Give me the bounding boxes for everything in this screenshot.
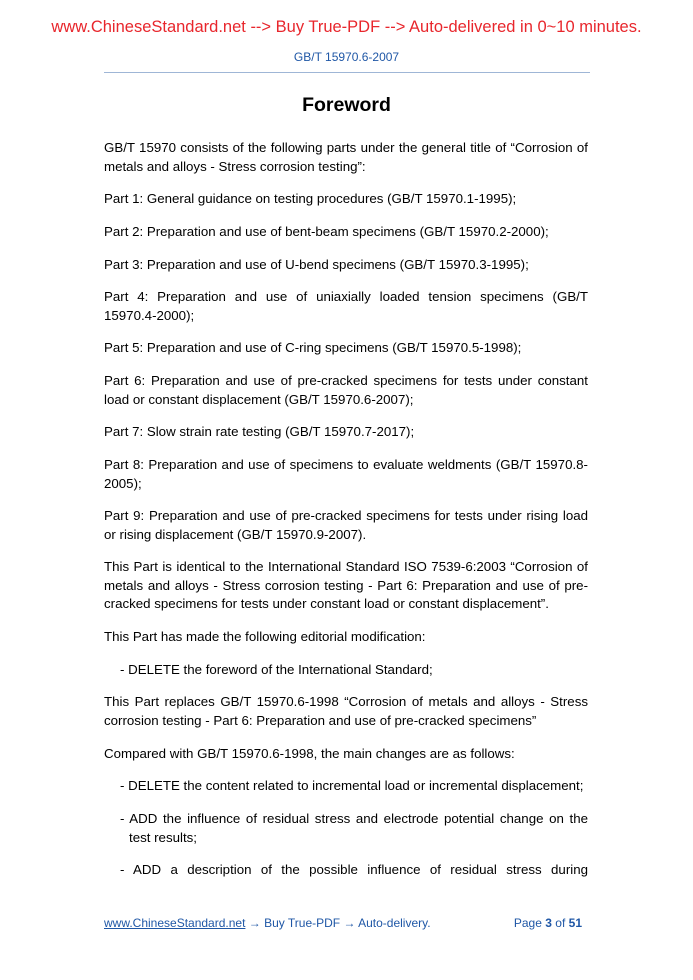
part-list-item: Part 4: Preparation and use of uniaxially loaded tension specimens (GB/T 15970.4-2000);: [104, 289, 588, 323]
modification-intro: This Part has made the following editorial modification:: [104, 629, 426, 645]
part-list-item: Part 9: Preparation and use of pre-cracked specimens for tests under rising load or rising displacement (GB/T 15970.9-2007).: [104, 508, 588, 542]
change-item: - ADD a description of the possible influence of residual stress during: [120, 862, 588, 878]
part-list-item: Part 8: Preparation and use of specimens to evaluate weldments (GB/T 15970.8-2005);: [104, 457, 588, 491]
header-divider: [104, 72, 590, 73]
footer-text: → Buy True-PDF → Auto-delivery.: [245, 916, 431, 930]
of-label: of: [555, 916, 566, 930]
foreword-body: [104, 139, 588, 894]
page-footer: [104, 916, 582, 930]
part-list-item: Part 2: Preparation and use of bent-beam specimens (GB/T 15970.2-2000);: [104, 223, 549, 239]
top-banner[interactable]: www.ChineseStandard.net --> Buy True-PDF --> Auto-delivered in 0~10 minutes.: [51, 18, 642, 36]
part-list-item: Part 7: Slow strain rate testing (GB/T 15970.7-2017);: [104, 424, 415, 440]
replaces-paragraph: This Part replaces GB/T 15970.6-1998 “Corrosion of metals and alloys - Stress corrosion testing - Part 6: Preparation and use of pre-cracked specimens”: [104, 694, 588, 728]
page-current: 3: [545, 916, 552, 930]
intro-paragraph: GB/T 15970 consists of the following parts under the general title of “Corrosion of metals and alloys - Stress corrosion testing”:: [104, 140, 588, 174]
change-item: - ADD the influence of residual stress and electrode potential change on the test results;: [120, 811, 588, 845]
page-number: [514, 916, 582, 930]
change-item: - DELETE the content related to incremental load or incremental displacement;: [120, 778, 584, 794]
part-list-item: Part 1: General guidance on testing procedures (GB/T 15970.1-1995);: [104, 191, 517, 207]
modification-item: - DELETE the foreword of the International Standard;: [120, 661, 433, 677]
changes-intro: Compared with GB/T 15970.6-1998, the main changes are as follows:: [104, 745, 515, 761]
page-label: Page: [513, 916, 542, 930]
part-list-item: Part 3: Preparation and use of U-bend specimens (GB/T 15970.3-1995);: [104, 256, 529, 272]
document-code: GB/T 15970.6-2007: [293, 50, 400, 64]
part-list-item: Part 6: Preparation and use of pre-cracked specimens for tests under constant load or constant displacement (GB/T 15970.6-2007);: [104, 373, 588, 407]
identity-paragraph: This Part is identical to the International Standard ISO 7539-6:2003 “Corrosion of metals and alloys - Stress corrosion testing - Part 6: Preparation and use of pre-cracked specimens for tests under constant load or constant displacement”.: [104, 559, 588, 612]
page-total: 51: [568, 916, 582, 930]
footer-link[interactable]: www.ChineseStandard.net: [104, 916, 246, 930]
page-title: Foreword: [302, 94, 391, 116]
part-list-item: Part 5: Preparation and use of C-ring specimens (GB/T 15970.5-1998);: [104, 340, 522, 356]
